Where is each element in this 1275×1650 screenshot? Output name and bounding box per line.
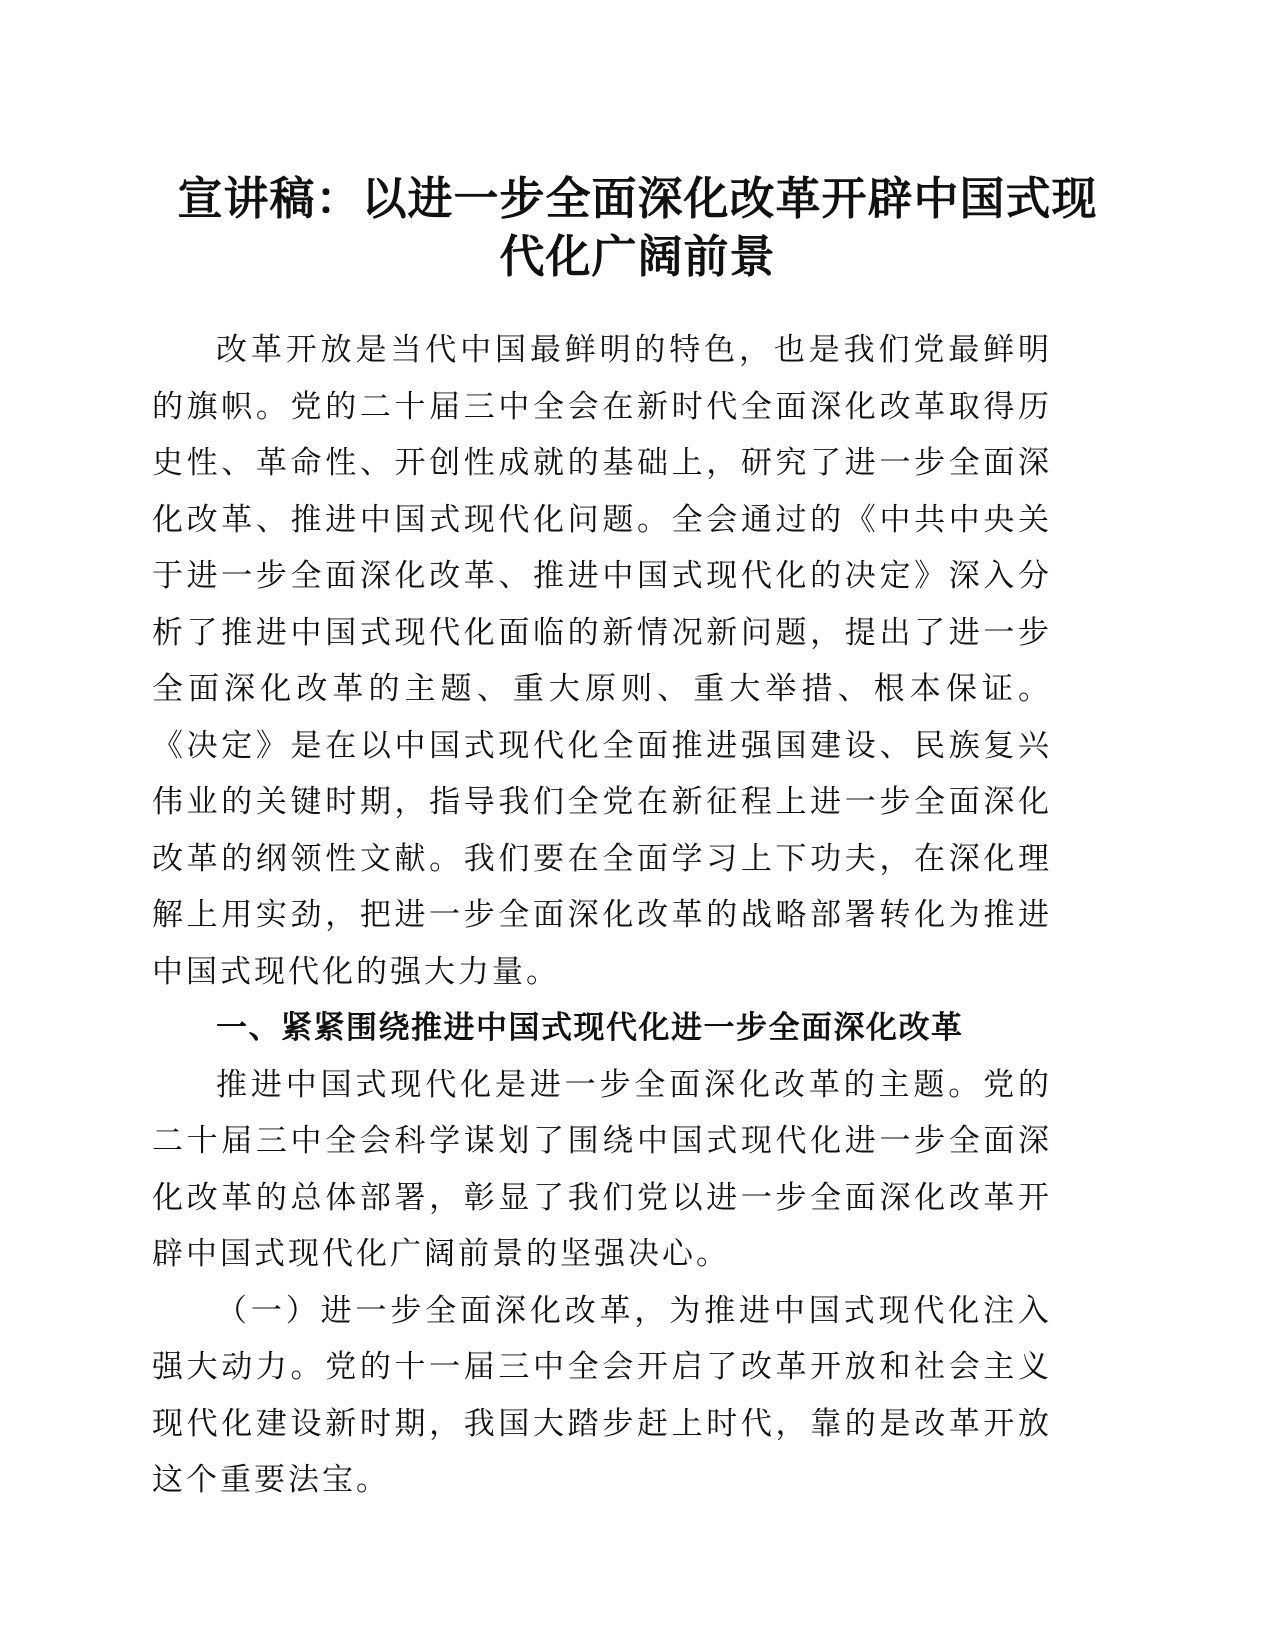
document-title	[150, 170, 1125, 286]
section-paragraph: 推进中国式现代化是进一步全面深化改革的主题。党的二十届三中全会科学谋划了围绕中国式现代化进一步全面深化改革的总体部署，彰显了我们党以进一步全面深化改革开辟中国式现代化广阔前景的坚强决心。	[152, 1066, 1052, 1272]
title-line-2: 代化广阔前景	[499, 230, 776, 283]
title-line-1: 宣讲稿：以进一步全面深化改革开辟中国式现	[177, 172, 1098, 225]
intro-paragraph: 改革开放是当代中国最鲜明的特色，也是我们党最鲜明的旗帜。党的二十届三中全会在新时代全面深化改革取得历史性、革命性、开创性成就的基础上，研究了进一步全面深化改革、推进中国式现代化问题。全会通过的《中共中央关于进一步全面深化改革、推进中国式现代化的决定》深入分析了推进中国式现代化面临的新情况新问题，提出了进一步全面深化改革的主题、重大原则、重大举措、根本保证。《决定》是在以中国式现代化全面推进强国建设、民族复兴伟业的关键时期，指导我们全党在新征程上进一步全面深化改革的纲领性文献。我们要在全面学习上下功夫，在深化理解上用实劲，把进一步全面深化改革的战略部署转化为推进中国式现代化的强大力量。	[152, 332, 1052, 990]
subsection-paragraph: （一）进一步全面深化改革，为推进中国式现代化注入强大动力。党的十一届三中全会开启了改革开放和社会主义现代化建设新时期，我国大踏步赶上时代，靠的是改革开放这个重要法宝。	[152, 1292, 1052, 1498]
document-body	[152, 322, 1052, 1509]
section-heading-1: 一、紧紧围绕推进中国式现代化进一步全面深化改革	[216, 1010, 964, 1046]
